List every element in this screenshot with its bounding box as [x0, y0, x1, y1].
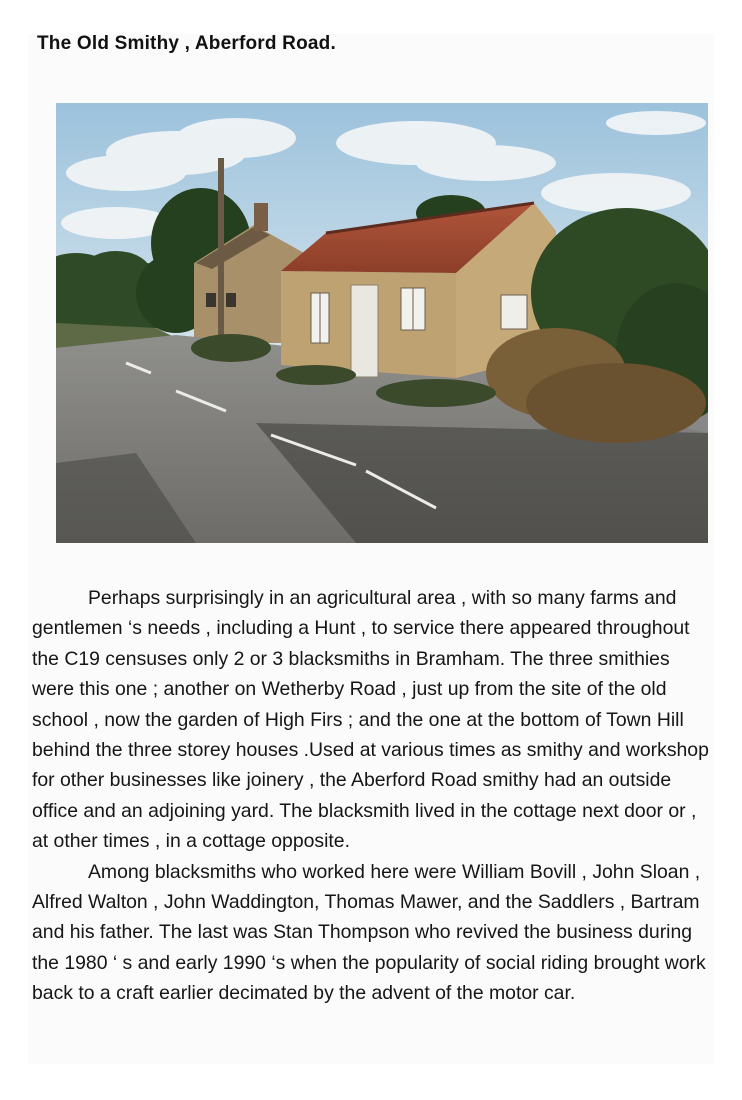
telegraph-pole: [218, 158, 224, 348]
paragraph-1: Perhaps surprisingly in an agricultural area , with so many farms and gentlemen ‘s needs , including a Hunt , to service there appeared throughout the C19 censuses only 2 or 3 blacksmiths in Bramham. The three smithies were this one ; another on Wetherby Road , just up from the site of the old school , now the garden of High Firs ; and the one at the bottom of Town Hill behind the three storey houses .Used at various times as smithy and workshop for other businesses like joinery , the Aberford Road smithy had an outside office and an adjoining yard. The blacksmith lived in the cottage next door or , at other times , in a cottage opposite.: [32, 587, 709, 853]
photo-illustration: [56, 103, 708, 543]
article-body: [32, 583, 714, 1009]
paragraph-2: Among blacksmiths who worked here were William Bovill , John Sloan , Alfred Walton , John Waddington, Thomas Mawer, and the Saddlers , Bartram and his father. The last was Stan Thompson who revived the business during the 1980 ‘ s and early 1990 ‘s when the popularity of social riding brought work back to a craft earlier decimated by the advent of the motor car.: [32, 860, 706, 1005]
smithy-photograph: [56, 103, 708, 543]
page-title: The Old Smithy , Aberford Road.: [37, 33, 336, 54]
